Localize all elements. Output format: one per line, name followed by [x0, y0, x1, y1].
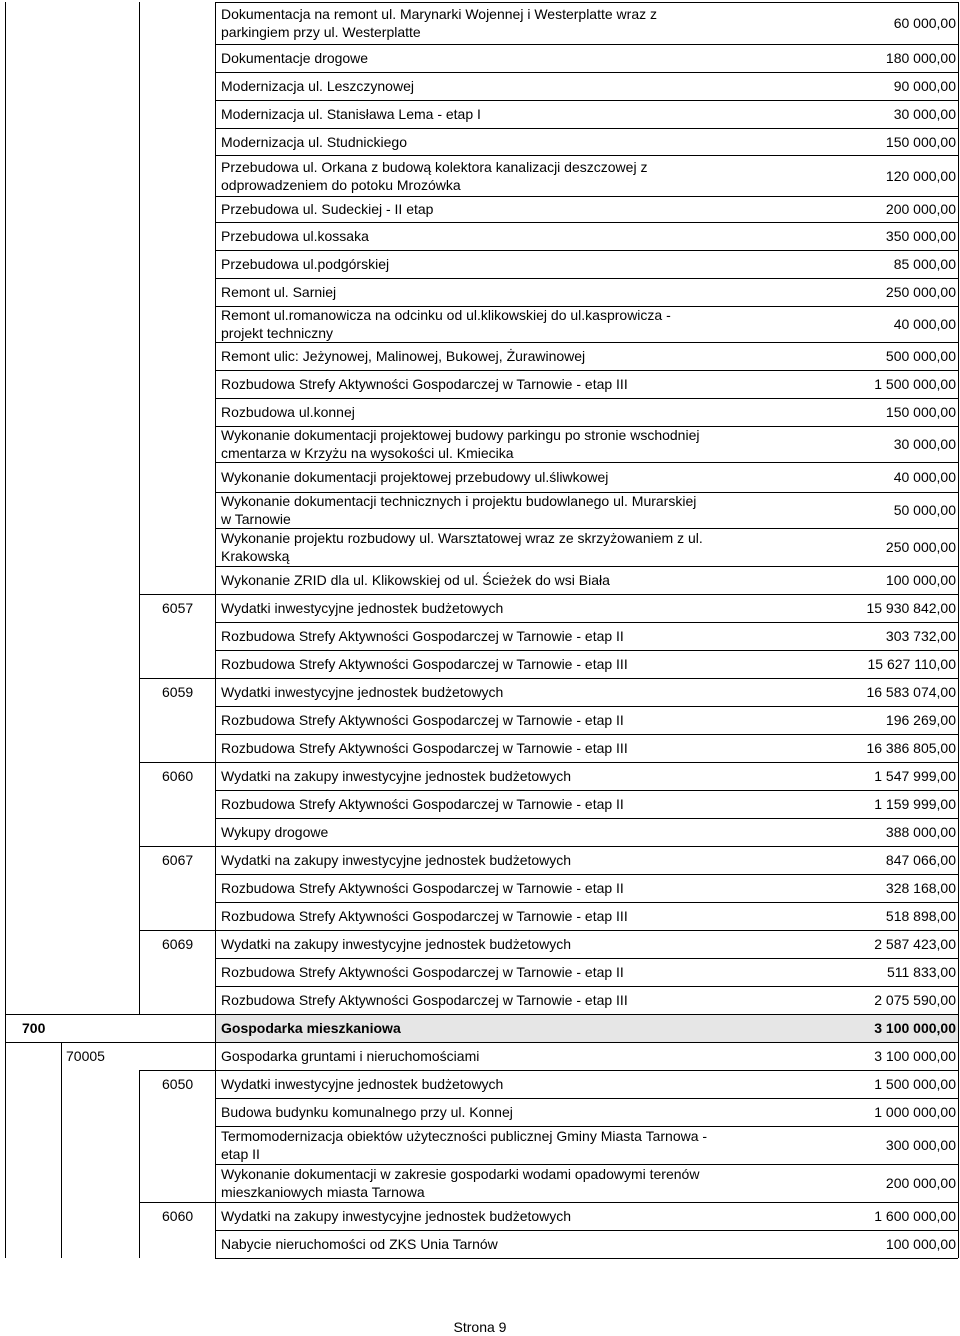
- row-description: [221, 1103, 513, 1121]
- row-amount: 3 100 000,00: [874, 1048, 956, 1064]
- row-border: [215, 790, 958, 791]
- row-amount: 150 000,00: [885, 404, 956, 420]
- row-amount: 847 066,00: [885, 852, 956, 868]
- row-border: [215, 734, 958, 735]
- description-line: Modernizacja ul. Stanisława Lema - etap I: [221, 106, 481, 122]
- row-description: [221, 403, 355, 421]
- row-description: [221, 105, 481, 123]
- description-line: Gospodarka gruntami i nieruchomościami: [221, 1048, 480, 1064]
- description-line: Gospodarka mieszkaniowa: [221, 1020, 401, 1036]
- row-border: [215, 622, 958, 623]
- row-description: [221, 851, 571, 869]
- row-amount: 303 732,00: [885, 628, 956, 644]
- row-amount: 3 100 000,00: [874, 1020, 956, 1036]
- row-amount: 30 000,00: [893, 436, 956, 452]
- row-border: [215, 342, 958, 343]
- row-amount: 1 547 999,00: [874, 768, 956, 784]
- description-line: Rozbudowa Strefy Aktywności Gospodarczej w Tarnowie - etap III: [221, 992, 628, 1008]
- row-border: [139, 846, 958, 847]
- row-amount: 1 500 000,00: [874, 1076, 956, 1092]
- description-line: cmentarza w Krzyżu na wysokości ul. Kmiecika: [221, 445, 514, 461]
- row-description: [221, 375, 628, 393]
- col-left-line: [5, 2, 6, 1014]
- row-description: [221, 1207, 571, 1225]
- paragraph-code: 6060: [162, 1208, 194, 1224]
- row-amount: 100 000,00: [885, 1236, 956, 1252]
- row-description: [221, 655, 628, 673]
- row-description: [221, 1165, 699, 1201]
- row-description: [221, 823, 328, 841]
- description-line: Wydatki na zakupy inwestycyjne jednostek budżetowych: [221, 1208, 572, 1224]
- row-description: [221, 571, 610, 589]
- row-amount: 250 000,00: [885, 539, 956, 555]
- row-description: [221, 426, 699, 462]
- row-description: [221, 991, 628, 1009]
- description-line: Rozbudowa Strefy Aktywności Gospodarczej w Tarnowie - etap II: [221, 628, 624, 644]
- row-description: [221, 133, 407, 151]
- row-border: [215, 128, 958, 129]
- description-line: Remont ul.romanowicza na odcinku od ul.klikowskiej do ul.kasprowicza -: [221, 307, 671, 323]
- row-description: [221, 627, 624, 645]
- row-description: [221, 227, 369, 245]
- row-amount: 388 000,00: [885, 824, 956, 840]
- row-border: [215, 155, 958, 156]
- description-line: Przebudowa ul. Orkana z budową kolektora kanalizacji deszczowej z: [221, 159, 648, 175]
- dzial-left-border: [5, 1014, 6, 1042]
- row-border: [215, 1230, 958, 1231]
- row-border: [215, 462, 958, 463]
- paragraph-code: 6057: [162, 600, 194, 616]
- description-line: Wykonanie ZRID dla ul. Klikowskiej od ul. Ścieżek do wsi Biała: [221, 572, 610, 588]
- row-amount: 50 000,00: [893, 502, 956, 518]
- description-line: projekt techniczny: [221, 325, 334, 341]
- row-description: [221, 1235, 498, 1253]
- row-amount: 90 000,00: [893, 78, 956, 94]
- col-right-line: [958, 2, 959, 1258]
- paragraph-code: 6069: [162, 936, 194, 952]
- row-border: [215, 818, 958, 819]
- description-line: Dokumentacja na remont ul. Marynarki Wojennej i Westerplatte wraz z: [221, 6, 657, 22]
- paragraph-code: 6050: [162, 1076, 194, 1092]
- row-description: [221, 907, 628, 925]
- description-line: Wydatki na zakupy inwestycyjne jednostek budżetowych: [221, 936, 572, 952]
- row-border: [215, 706, 958, 707]
- row-border: [215, 196, 958, 197]
- description-line: Rozbudowa Strefy Aktywności Gospodarczej w Tarnowie - etap III: [221, 908, 628, 924]
- description-line: Wydatki inwestycyjne jednostek budżetowych: [221, 600, 504, 616]
- row-amount: 1 500 000,00: [874, 376, 956, 392]
- description-line: Budowa budynku komunalnego przy ul. Konnej: [221, 1104, 513, 1120]
- row-amount: 15 627 110,00: [867, 656, 956, 672]
- table-bottom-border: [215, 1258, 958, 1259]
- description-line: mieszkaniowych miasta Tarnowa: [221, 1184, 425, 1200]
- row-description: [221, 77, 414, 95]
- description-line: Modernizacja ul. Studnickiego: [221, 134, 407, 150]
- row-amount: 350 000,00: [885, 228, 956, 244]
- description-line: Nabycie nieruchomości od ZKS Unia Tarnów: [221, 1236, 498, 1252]
- description-line: Krakowską: [221, 548, 290, 564]
- description-line: Wydatki inwestycyjne jednostek budżetowych: [221, 1076, 504, 1092]
- row-amount: 500 000,00: [885, 348, 956, 364]
- row-description: [221, 347, 585, 365]
- description-line: odprowadzeniem do potoku Mrozówka: [221, 177, 461, 193]
- row-amount: 1 159 999,00: [874, 796, 956, 812]
- description-line: Wykupy drogowe: [221, 824, 329, 840]
- description-line: etap II: [221, 1146, 260, 1162]
- row-amount: 328 168,00: [885, 880, 956, 896]
- row-amount: 30 000,00: [893, 106, 956, 122]
- row-description: [221, 683, 503, 701]
- row-description: [221, 49, 368, 67]
- row-description: [221, 739, 628, 757]
- row-border: [139, 930, 958, 931]
- col-chapter-line: [61, 1042, 62, 1258]
- description-line: Wykonanie dokumentacji w zakresie gospodarki wodami opadowymi terenów: [221, 1166, 700, 1182]
- row-border: [215, 250, 958, 251]
- description-line: Rozbudowa Strefy Aktywności Gospodarczej w Tarnowie - etap III: [221, 656, 628, 672]
- row-border: [215, 44, 958, 45]
- description-line: Przebudowa ul. Sudeckiej - II etap: [221, 201, 434, 217]
- description-line: Wydatki na zakupy inwestycyjne jednostek budżetowych: [221, 768, 572, 784]
- row-amount: 250 000,00: [885, 284, 956, 300]
- paragraph-code: 6059: [162, 684, 194, 700]
- row-border: [139, 1070, 958, 1071]
- row-amount: 15 930 842,00: [866, 600, 956, 616]
- description-line: Rozbudowa Strefy Aktywności Gospodarczej w Tarnowie - etap III: [221, 376, 628, 392]
- page-number: Strona 9: [453, 1319, 507, 1335]
- row-amount: 196 269,00: [885, 712, 956, 728]
- dzial-code: 700: [22, 1020, 46, 1036]
- row-description: [221, 255, 389, 273]
- col-chapter-line: [139, 2, 140, 1014]
- row-description: [221, 283, 336, 301]
- row-description: [221, 468, 608, 486]
- row-amount: 1 600 000,00: [874, 1208, 956, 1224]
- description-line: Rozbudowa Strefy Aktywności Gospodarczej w Tarnowie - etap II: [221, 880, 624, 896]
- row-description: [221, 795, 624, 813]
- description-line: Modernizacja ul. Leszczynowej: [221, 78, 414, 94]
- description-line: Rozbudowa Strefy Aktywności Gospodarczej w Tarnowie - etap II: [221, 964, 624, 980]
- description-line: Rozbudowa Strefy Aktywności Gospodarczej w Tarnowie - etap II: [221, 712, 624, 728]
- row-amount: 60 000,00: [893, 15, 956, 31]
- row-amount: 511 833,00: [886, 964, 956, 980]
- row-border: [215, 566, 958, 567]
- row-border: [139, 762, 958, 763]
- row-border: [215, 398, 958, 399]
- row-border: [139, 678, 958, 679]
- row-description: [221, 1047, 479, 1065]
- row-border: [215, 902, 958, 903]
- row-amount: 100 000,00: [885, 572, 956, 588]
- description-line: Remont ulic: Jeżynowej, Malinowej, Bukowej, Żurawinowej: [221, 348, 586, 364]
- description-line: Rozbudowa ul.konnej: [221, 404, 355, 420]
- row-border: [215, 278, 958, 279]
- paragraph-code: 6067: [162, 852, 194, 868]
- description-line: parkingiem przy ul. Westerplatte: [221, 24, 421, 40]
- row-border: [139, 1202, 958, 1203]
- row-description: [221, 306, 671, 342]
- description-line: Przebudowa ul.kossaka: [221, 228, 369, 244]
- description-line: Wykonanie dokumentacji projektowej przebudowy ul.śliwkowej: [221, 469, 609, 485]
- chapter-code: 70005: [66, 1048, 105, 1064]
- row-border: [215, 650, 958, 651]
- row-description: [221, 963, 624, 981]
- description-line: Wykonanie projektu rozbudowy ul. Warsztatowej wraz ze skrzyżowaniem z ul.: [221, 530, 703, 546]
- description-line: Wykonanie dokumentacji technicznych i projektu budowlanego ul. Murarskiej: [221, 493, 697, 509]
- row-description: [221, 529, 703, 565]
- row-amount: 40 000,00: [893, 316, 956, 332]
- row-border: [5, 1042, 958, 1043]
- description-line: Rozbudowa Strefy Aktywności Gospodarczej w Tarnowie - etap II: [221, 796, 624, 812]
- description-line: Wykonanie dokumentacji projektowej budowy parkingu po stronie wschodniej: [221, 427, 700, 443]
- row-amount: 1 000 000,00: [874, 1104, 956, 1120]
- row-border: [215, 874, 958, 875]
- row-border: [215, 986, 958, 987]
- row-description: [221, 711, 624, 729]
- description-line: w Tarnowie: [221, 511, 291, 527]
- paragraph-code: 6060: [162, 768, 194, 784]
- row-border: [5, 1014, 958, 1015]
- row-amount: 300 000,00: [885, 1137, 956, 1153]
- row-description: [221, 200, 433, 218]
- row-amount: 150 000,00: [885, 134, 956, 150]
- row-amount: 518 898,00: [885, 908, 956, 924]
- description-line: Wydatki na zakupy inwestycyjne jednostek budżetowych: [221, 852, 572, 868]
- row-border: [215, 958, 958, 959]
- row-description: [221, 5, 657, 41]
- row-border: [215, 370, 958, 371]
- row-description: [221, 492, 696, 528]
- row-description: [221, 158, 647, 194]
- row-amount: 16 386 805,00: [866, 740, 956, 756]
- col-chapter-line: [139, 1070, 140, 1258]
- row-border: [215, 1098, 958, 1099]
- description-line: Wydatki inwestycyjne jednostek budżetowych: [221, 684, 504, 700]
- row-description: [221, 599, 503, 617]
- row-border: [215, 100, 958, 101]
- row-amount: 16 583 074,00: [866, 684, 956, 700]
- row-amount: 2 587 423,00: [874, 936, 956, 952]
- row-description: [221, 767, 571, 785]
- row-description: [221, 879, 624, 897]
- row-amount: 180 000,00: [885, 50, 956, 66]
- row-description: [221, 1075, 503, 1093]
- description-line: Dokumentacje drogowe: [221, 50, 369, 66]
- row-amount: 200 000,00: [885, 1175, 956, 1191]
- description-line: Termomodernizacja obiektów użyteczności publicznej Gminy Miasta Tarnowa -: [221, 1128, 708, 1144]
- row-description: [221, 1127, 707, 1163]
- row-amount: 85 000,00: [893, 256, 956, 272]
- row-border: [215, 222, 958, 223]
- description-line: Przebudowa ul.podgórskiej: [221, 256, 390, 272]
- row-description: [221, 1019, 401, 1037]
- row-border: [139, 594, 958, 595]
- row-amount: 40 000,00: [893, 469, 956, 485]
- row-amount: 200 000,00: [885, 201, 956, 217]
- row-border: [215, 72, 958, 73]
- row-border: [215, 2, 958, 3]
- description-line: Rozbudowa Strefy Aktywności Gospodarczej w Tarnowie - etap III: [221, 740, 628, 756]
- col-left-line: [5, 1042, 6, 1258]
- row-description: [221, 935, 571, 953]
- description-line: Remont ul. Sarniej: [221, 284, 337, 300]
- row-amount: 120 000,00: [885, 168, 956, 184]
- row-amount: 2 075 590,00: [874, 992, 956, 1008]
